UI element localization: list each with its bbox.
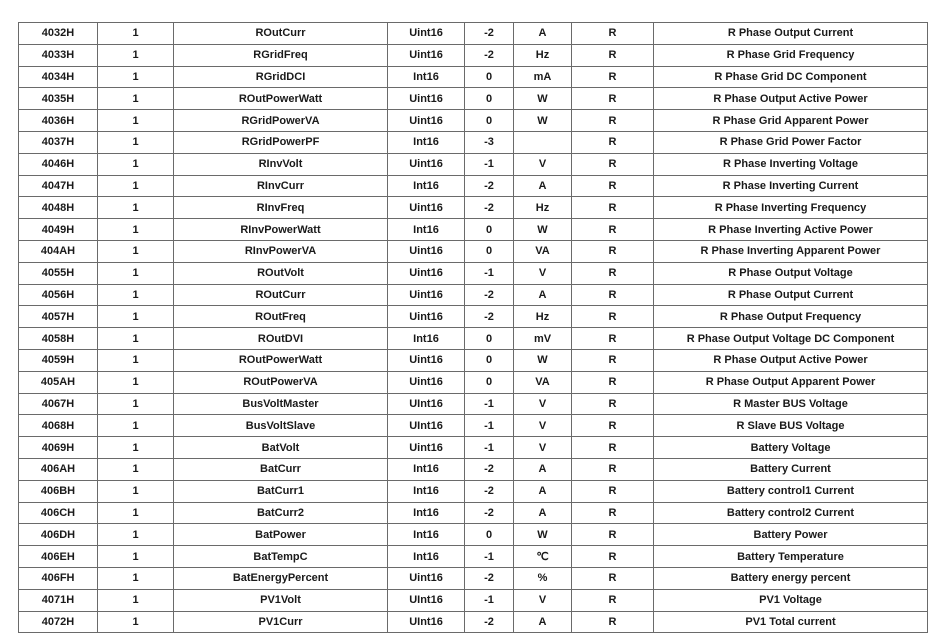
cell-name: RInvPowerVA [174,240,388,262]
cell-unit: mV [514,328,572,350]
cell-unit: V [514,589,572,611]
cell-unit: W [514,110,572,132]
cell-name: RGridFreq [174,44,388,66]
cell-count: 1 [98,23,174,45]
cell-name: BatCurr [174,458,388,480]
cell-type: Uint16 [388,44,465,66]
cell-address: 406BH [19,480,98,502]
cell-scale: -1 [465,415,514,437]
cell-scale: 0 [465,88,514,110]
cell-count: 1 [98,197,174,219]
cell-address: 4071H [19,589,98,611]
cell-name: RGridPowerPF [174,131,388,153]
cell-address: 4047H [19,175,98,197]
cell-unit: V [514,393,572,415]
cell-description: PV1 Voltage [654,589,928,611]
cell-description: Battery energy percent [654,567,928,589]
cell-description: Battery Power [654,524,928,546]
table-row [19,546,928,568]
cell-scale: -2 [465,502,514,524]
cell-access: R [572,567,654,589]
table-row [19,371,928,393]
cell-type: UInt16 [388,589,465,611]
cell-name: ROutVolt [174,262,388,284]
cell-type: Uint16 [388,197,465,219]
cell-description: PV1 Total current [654,611,928,633]
cell-unit: W [514,88,572,110]
cell-scale: -1 [465,393,514,415]
cell-description: R Phase Grid Power Factor [654,131,928,153]
cell-address: 406DH [19,524,98,546]
cell-type: Int16 [388,131,465,153]
table-row [19,110,928,132]
cell-unit: A [514,284,572,306]
table-row [19,23,928,45]
cell-count: 1 [98,175,174,197]
cell-count: 1 [98,546,174,568]
cell-address: 4046H [19,153,98,175]
cell-name: BatTempC [174,546,388,568]
cell-access: R [572,131,654,153]
cell-address: 4049H [19,219,98,241]
cell-scale: -2 [465,175,514,197]
cell-description: R Phase Output Active Power [654,349,928,371]
cell-type: Int16 [388,175,465,197]
cell-unit: V [514,262,572,284]
cell-name: ROutPowerWatt [174,88,388,110]
cell-count: 1 [98,153,174,175]
cell-unit: V [514,437,572,459]
cell-access: R [572,66,654,88]
cell-scale: -2 [465,284,514,306]
cell-count: 1 [98,480,174,502]
cell-unit: W [514,219,572,241]
cell-count: 1 [98,131,174,153]
cell-count: 1 [98,393,174,415]
cell-name: ROutCurr [174,23,388,45]
cell-name: ROutCurr [174,284,388,306]
cell-access: R [572,371,654,393]
cell-description: R Phase Grid Apparent Power [654,110,928,132]
cell-address: 406CH [19,502,98,524]
cell-description: R Phase Output Voltage [654,262,928,284]
cell-description: R Phase Output Voltage DC Component [654,328,928,350]
cell-access: R [572,611,654,633]
cell-description: R Phase Output Current [654,284,928,306]
cell-scale: -1 [465,589,514,611]
cell-name: PV1Curr [174,611,388,633]
cell-unit: A [514,480,572,502]
table-row [19,306,928,328]
table-row [19,262,928,284]
cell-address: 4056H [19,284,98,306]
cell-unit: A [514,458,572,480]
cell-address: 4037H [19,131,98,153]
table-row [19,240,928,262]
cell-access: R [572,175,654,197]
cell-access: R [572,437,654,459]
table-row [19,153,928,175]
cell-address: 4036H [19,110,98,132]
cell-count: 1 [98,66,174,88]
cell-address: 4058H [19,328,98,350]
cell-unit: mA [514,66,572,88]
cell-access: R [572,284,654,306]
cell-scale: -1 [465,546,514,568]
cell-description: Battery Temperature [654,546,928,568]
table-row [19,131,928,153]
cell-count: 1 [98,371,174,393]
cell-scale: -1 [465,437,514,459]
cell-access: R [572,458,654,480]
cell-type: Uint16 [388,437,465,459]
cell-access: R [572,153,654,175]
cell-address: 4057H [19,306,98,328]
cell-type: Uint16 [388,567,465,589]
cell-unit: A [514,502,572,524]
cell-name: BatCurr1 [174,480,388,502]
cell-count: 1 [98,219,174,241]
cell-type: Uint16 [388,262,465,284]
cell-description: Battery control1 Current [654,480,928,502]
cell-count: 1 [98,458,174,480]
cell-description: R Slave BUS Voltage [654,415,928,437]
cell-name: BatPower [174,524,388,546]
cell-unit: W [514,349,572,371]
cell-name: BusVoltSlave [174,415,388,437]
cell-description: R Phase Output Active Power [654,88,928,110]
cell-address: 4055H [19,262,98,284]
table-row [19,567,928,589]
cell-access: R [572,219,654,241]
cell-count: 1 [98,306,174,328]
table-row [19,88,928,110]
cell-description: R Phase Output Frequency [654,306,928,328]
cell-unit: % [514,567,572,589]
cell-type: Uint16 [388,110,465,132]
cell-unit: Hz [514,44,572,66]
table-row [19,458,928,480]
cell-scale: -2 [465,458,514,480]
cell-access: R [572,589,654,611]
cell-scale: -1 [465,153,514,175]
cell-access: R [572,306,654,328]
table-row [19,480,928,502]
cell-address: 4068H [19,415,98,437]
cell-count: 1 [98,415,174,437]
cell-unit [514,131,572,153]
cell-address: 406AH [19,458,98,480]
table-row [19,437,928,459]
cell-type: Uint16 [388,284,465,306]
cell-description: Battery control2 Current [654,502,928,524]
cell-name: RGridPowerVA [174,110,388,132]
cell-name: RInvCurr [174,175,388,197]
cell-count: 1 [98,88,174,110]
table-row [19,284,928,306]
cell-name: ROutPowerVA [174,371,388,393]
cell-type: Uint16 [388,153,465,175]
cell-scale: 0 [465,219,514,241]
cell-name: BatCurr2 [174,502,388,524]
cell-access: R [572,197,654,219]
table-row [19,611,928,633]
cell-address: 4034H [19,66,98,88]
cell-count: 1 [98,589,174,611]
cell-access: R [572,524,654,546]
cell-scale: -2 [465,197,514,219]
cell-access: R [572,328,654,350]
cell-scale: -2 [465,44,514,66]
cell-count: 1 [98,349,174,371]
cell-name: RInvPowerWatt [174,219,388,241]
cell-type: Uint16 [388,349,465,371]
cell-scale: -2 [465,567,514,589]
cell-count: 1 [98,502,174,524]
cell-type: Int16 [388,328,465,350]
cell-unit: Hz [514,306,572,328]
cell-type: Uint16 [388,23,465,45]
cell-address: 406FH [19,567,98,589]
cell-type: Int16 [388,546,465,568]
cell-description: R Phase Inverting Frequency [654,197,928,219]
table-row [19,328,928,350]
cell-scale: 0 [465,349,514,371]
cell-count: 1 [98,611,174,633]
cell-address: 4033H [19,44,98,66]
table-row [19,524,928,546]
cell-scale: -2 [465,23,514,45]
cell-address: 4035H [19,88,98,110]
cell-scale: 0 [465,110,514,132]
table-row [19,349,928,371]
table-row [19,66,928,88]
cell-count: 1 [98,262,174,284]
cell-address: 4059H [19,349,98,371]
cell-description: Battery Voltage [654,437,928,459]
cell-address: 405AH [19,371,98,393]
cell-count: 1 [98,567,174,589]
cell-name: RInvVolt [174,153,388,175]
cell-type: UInt16 [388,415,465,437]
cell-access: R [572,262,654,284]
cell-name: BusVoltMaster [174,393,388,415]
cell-description: R Phase Grid Frequency [654,44,928,66]
cell-access: R [572,546,654,568]
cell-type: Int16 [388,66,465,88]
cell-type: Uint16 [388,240,465,262]
register-table [18,22,928,633]
table-row [19,175,928,197]
cell-access: R [572,23,654,45]
cell-description: R Phase Output Current [654,23,928,45]
cell-description: R Phase Inverting Current [654,175,928,197]
cell-access: R [572,480,654,502]
cell-name: BatVolt [174,437,388,459]
cell-address: 4067H [19,393,98,415]
cell-access: R [572,393,654,415]
cell-description: R Phase Inverting Active Power [654,219,928,241]
cell-count: 1 [98,328,174,350]
cell-unit: A [514,23,572,45]
cell-type: UInt16 [388,393,465,415]
cell-type: Int16 [388,502,465,524]
cell-access: R [572,44,654,66]
cell-description: Battery Current [654,458,928,480]
cell-name: ROutFreq [174,306,388,328]
cell-unit: ℃ [514,546,572,568]
cell-unit: V [514,415,572,437]
cell-access: R [572,240,654,262]
cell-type: Int16 [388,219,465,241]
cell-unit: W [514,524,572,546]
cell-name: RGridDCI [174,66,388,88]
table-row [19,589,928,611]
table-row [19,415,928,437]
cell-access: R [572,415,654,437]
cell-address: 406EH [19,546,98,568]
cell-count: 1 [98,284,174,306]
cell-unit: V [514,153,572,175]
cell-scale: 0 [465,371,514,393]
cell-description: R Phase Inverting Voltage [654,153,928,175]
cell-scale: -2 [465,306,514,328]
cell-name: PV1Volt [174,589,388,611]
cell-type: Int16 [388,524,465,546]
cell-count: 1 [98,437,174,459]
cell-scale: -2 [465,611,514,633]
cell-name: ROutDVI [174,328,388,350]
cell-scale: 0 [465,524,514,546]
cell-type: Uint16 [388,306,465,328]
cell-address: 4048H [19,197,98,219]
cell-count: 1 [98,44,174,66]
cell-scale: 0 [465,66,514,88]
cell-description: R Phase Inverting Apparent Power [654,240,928,262]
cell-unit: VA [514,371,572,393]
cell-description: R Phase Output Apparent Power [654,371,928,393]
register-table-body [19,23,928,633]
cell-count: 1 [98,524,174,546]
cell-unit: A [514,175,572,197]
cell-type: Uint16 [388,88,465,110]
cell-description: R Master BUS Voltage [654,393,928,415]
cell-unit: Hz [514,197,572,219]
table-row [19,219,928,241]
cell-scale: -1 [465,262,514,284]
table-row [19,197,928,219]
cell-type: Uint16 [388,371,465,393]
cell-address: 4072H [19,611,98,633]
table-row [19,393,928,415]
cell-access: R [572,110,654,132]
cell-name: ROutPowerWatt [174,349,388,371]
cell-scale: -2 [465,480,514,502]
table-row [19,44,928,66]
cell-scale: 0 [465,328,514,350]
cell-address: 4069H [19,437,98,459]
cell-count: 1 [98,240,174,262]
cell-address: 404AH [19,240,98,262]
cell-access: R [572,88,654,110]
cell-type: UInt16 [388,611,465,633]
cell-scale: 0 [465,240,514,262]
cell-type: Int16 [388,480,465,502]
cell-name: BatEnergyPercent [174,567,388,589]
cell-address: 4032H [19,23,98,45]
cell-unit: VA [514,240,572,262]
table-row [19,502,928,524]
cell-count: 1 [98,110,174,132]
cell-access: R [572,502,654,524]
cell-name: RInvFreq [174,197,388,219]
cell-unit: A [514,611,572,633]
cell-access: R [572,349,654,371]
cell-type: Int16 [388,458,465,480]
cell-description: R Phase Grid DC Component [654,66,928,88]
cell-scale: -3 [465,131,514,153]
